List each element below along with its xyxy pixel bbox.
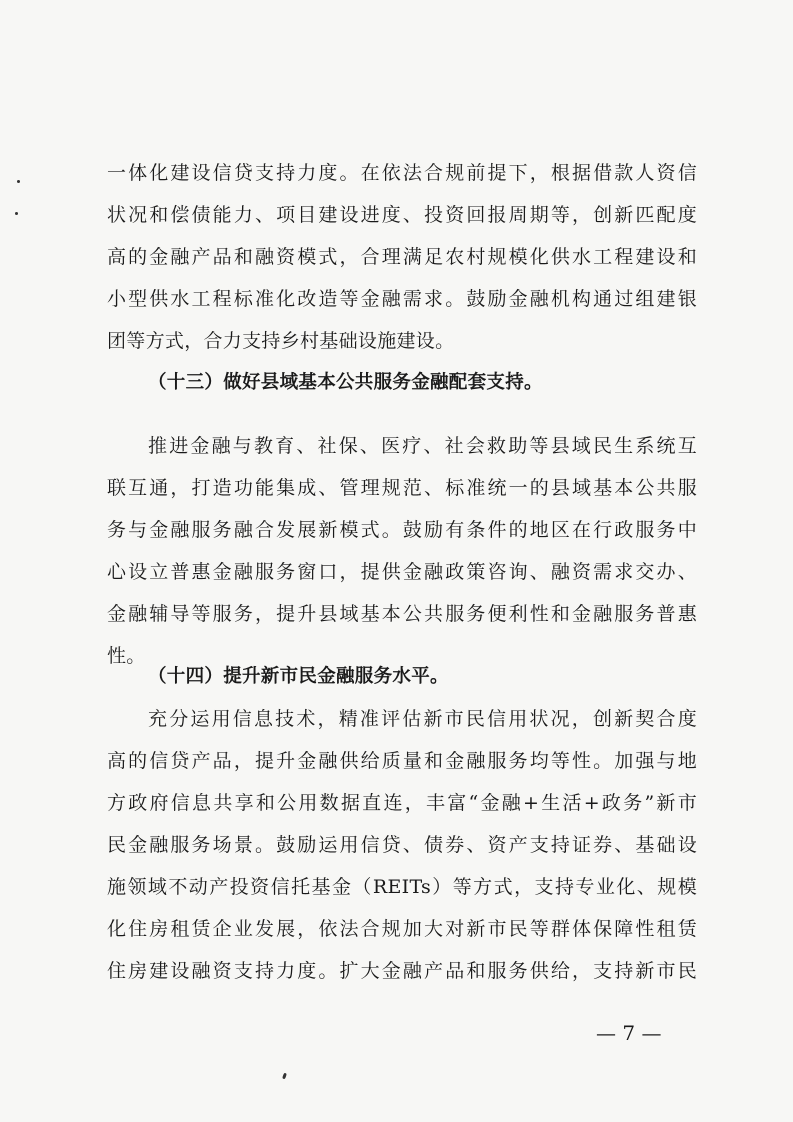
paragraph-continuation bbox=[107, 152, 697, 362]
text-line: 推进金融与教育、社保、医疗、社会救助等县域民生系统互 bbox=[148, 435, 697, 457]
paragraph-county-services bbox=[107, 425, 697, 677]
text-line: 住房建设融资支持力度。扩大金融产品和服务供给，支持新市民 bbox=[107, 960, 697, 982]
text-line: 务与金融服务融合发展新模式。鼓励有条件的地区在行政服务中 bbox=[107, 519, 697, 541]
section-heading-14 bbox=[107, 656, 697, 698]
heading-text: （十三）做好县域基本公共服务金融配套支持。 bbox=[148, 372, 543, 393]
scan-speck bbox=[15, 212, 18, 215]
heading-text: （十四）提升新市民金融服务水平。 bbox=[148, 666, 449, 687]
paragraph-new-citizens bbox=[107, 698, 697, 992]
text-line: 一体化建设信贷支持力度。在依法合规前提下，根据借款人资信 bbox=[107, 162, 697, 184]
text-line: 施领域不动产投资信托基金（REITs）等方式，支持专业化、规模 bbox=[107, 876, 697, 898]
text-line: 金融辅导等服务，提升县域基本公共服务便利性和金融服务普惠 bbox=[107, 603, 697, 625]
text-line: 团等方式，合力支持乡村基础设施建设。 bbox=[107, 330, 455, 352]
text-line: 联互通，打造功能集成、管理规范、标准统一的县域基本公共服 bbox=[107, 477, 697, 499]
page-number: — 7 — bbox=[596, 1021, 662, 1045]
scan-speck bbox=[282, 1073, 287, 1080]
text-line: 民金融服务场景。鼓励运用信贷、债券、资产支持证券、基础设 bbox=[107, 834, 697, 856]
text-line: 小型供水工程标准化改造等金融需求。鼓励金融机构通过组建银 bbox=[107, 288, 697, 310]
text-line: 方政府信息共享和公用数据直连，丰富“金融+生活+政务”新市 bbox=[107, 792, 697, 814]
text-line: 化住房租赁企业发展，依法合规加大对新市民等群体保障性租赁 bbox=[107, 918, 697, 940]
text-line: 高的信贷产品，提升金融供给质量和金融服务均等性。加强与地 bbox=[107, 750, 697, 772]
text-line: 高的金融产品和融资模式，合理满足农村规模化供水工程建设和 bbox=[107, 246, 697, 268]
text-line: 状况和偿债能力、项目建设进度、投资回报周期等，创新匹配度 bbox=[107, 204, 697, 226]
text-line: 心设立普惠金融服务窗口，提供金融政策咨询、融资需求交办、 bbox=[107, 561, 697, 583]
scan-speck bbox=[17, 180, 20, 183]
section-heading-13 bbox=[107, 362, 697, 404]
text-line: 充分运用信息技术，精准评估新市民信用状况，创新契合度 bbox=[148, 708, 697, 730]
text-line: 性。 bbox=[107, 645, 146, 667]
